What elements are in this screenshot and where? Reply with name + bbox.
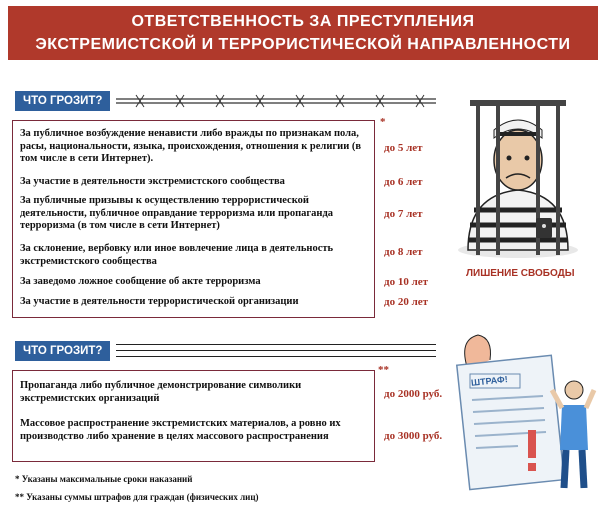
section1-tag: ЧТО ГРОЗИТ? — [15, 91, 110, 111]
fine-document-icon — [448, 330, 598, 495]
list-item: За заведомо ложное сообщение об акте терроризма — [20, 276, 261, 287]
footnote-mark-2: ** — [378, 364, 389, 376]
footnote-1: * Указаны максимальные сроки наказаний — [15, 474, 193, 484]
list-item: За склонение, вербовку или иное вовлечение лица в деятельность экстремистского сообщества — [20, 243, 334, 267]
title-line-1: ОТВЕТСТВЕННОСТЬ ЗА ПРЕСТУПЛЕНИЯ — [131, 13, 475, 30]
list-item: За публичное возбуждение ненависти либо вражды по признакам пола, расы, национальности, языка, происхождения, отношения к религии (в том числе в сети Интернет). — [20, 128, 362, 164]
barbed-wire-icon — [116, 94, 436, 108]
caption-imprisonment: ЛИШЕНИЕ СВОБОДЫ — [466, 268, 575, 279]
section2-tag: ЧТО ГРОЗИТ? — [15, 341, 110, 361]
title-line-2: ЭКСТРЕМИСТСКОЙ И ТЕРРОРИСТИЧЕСКОЙ НАПРАВЛЕННОСТИ — [35, 36, 571, 53]
fine-value: до 2000 руб. — [384, 388, 443, 400]
fine-label: ШТРАФ! — [470, 374, 509, 388]
list-item: Массовое распространение экстремистских материалов, а ровно их производство либо хранение в целях массового распространения — [20, 418, 341, 442]
term-value: до 6 лет — [384, 176, 423, 188]
divider — [116, 350, 436, 351]
footnote-mark-1: * — [380, 116, 386, 128]
term-value: до 10 лет — [384, 276, 429, 288]
title-banner — [8, 6, 598, 60]
prisoner-behind-bars-icon — [448, 100, 588, 260]
list-item: За участие в деятельности террористической организации — [20, 296, 299, 307]
list-item: За публичные призывы к осуществлению террористической деятельности, публичное оправдание терроризма или пропаганда терроризма (в том числе в сети Интернет) — [20, 195, 334, 231]
footnote-2: ** Указаны суммы штрафов для граждан (физических лиц) — [15, 492, 259, 502]
divider — [116, 356, 436, 357]
fine-value: до 3000 руб. — [384, 430, 443, 442]
list-item: Пропаганда либо публичное демонстрирование символики экстремистских организаций — [20, 380, 302, 404]
divider — [116, 344, 436, 345]
list-item: За участие в деятельности экстремистского сообщества — [20, 176, 285, 187]
term-value: до 20 лет — [384, 296, 429, 308]
term-value: до 7 лет — [384, 208, 423, 220]
term-value: до 5 лет — [384, 142, 423, 154]
term-value: до 8 лет — [384, 246, 423, 258]
